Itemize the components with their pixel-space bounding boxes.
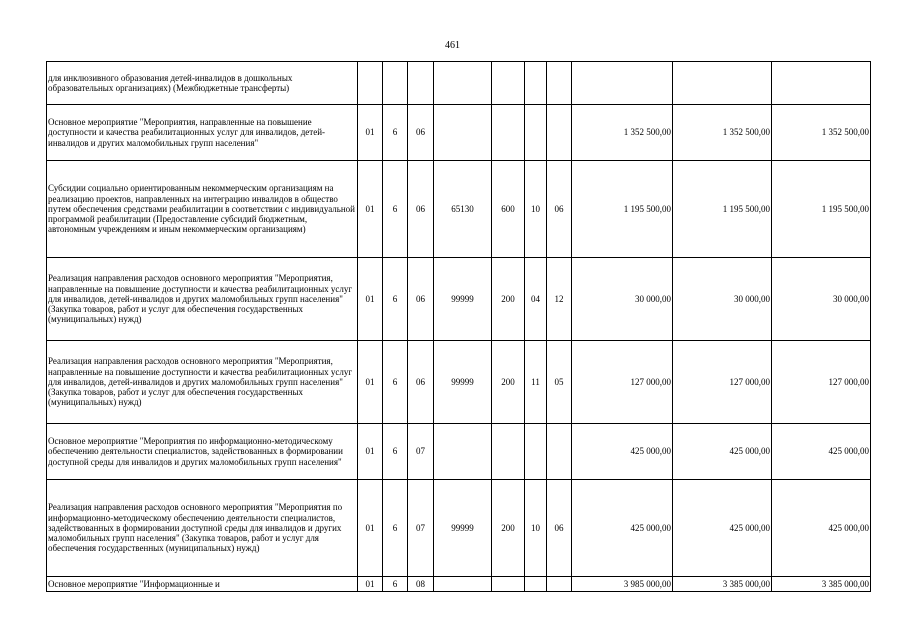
table-cell-section	[525, 62, 547, 105]
table-cell-section	[525, 424, 547, 480]
table-cell-code-program: 01	[358, 258, 383, 341]
table-row	[47, 424, 871, 480]
table-cell-amount-3: 1 195 500,00	[772, 161, 871, 258]
table-cell-expense-type: 200	[492, 258, 525, 341]
table-cell-amount-1: 1 352 500,00	[572, 105, 673, 161]
table-cell-code-subprogram: 6	[383, 258, 408, 341]
table-cell-amount-1: 30 000,00	[572, 258, 673, 341]
table-cell-amount-2	[673, 62, 772, 105]
table-cell-amount-1: 425 000,00	[572, 424, 673, 480]
table-cell-description: для инклюзивного образования детей-инвалидов в дошкольных образовательных организациях) (Межбюджетные трансферты)	[47, 62, 358, 105]
table-cell-expense-type	[492, 105, 525, 161]
table-cell-expense-type: 600	[492, 161, 525, 258]
table-cell-code-subprogram: 6	[383, 161, 408, 258]
table-cell-code-direction: 99999	[434, 258, 492, 341]
table-row	[47, 62, 871, 105]
table-cell-section: 10	[525, 161, 547, 258]
table-cell-subsection	[547, 105, 572, 161]
table-cell-code-direction: 99999	[434, 480, 492, 577]
table-cell-code-activity: 06	[408, 341, 434, 424]
table-cell-description: Реализация направления расходов основного мероприятия "Мероприятия по информационно-методическому обеспечению деятельности специалистов, задействованных в формировании доступной среды для инвалидов и других маломобильных групп населения" (Закупка товаров, работ и услуг для обеспечения государственных (муниципальных) нужд)	[47, 480, 358, 577]
table-cell-amount-3: 127 000,00	[772, 341, 871, 424]
table-cell-code-program: 01	[358, 105, 383, 161]
table-cell-description: Основное мероприятие "Мероприятия, направленные на повышение доступности и качества реабилитационных услуг для инвалидов, детей-инвалидов и других маломобильных групп населения"	[47, 105, 358, 161]
table-row	[47, 258, 871, 341]
table-cell-amount-3: 1 352 500,00	[772, 105, 871, 161]
table-cell-code-activity	[408, 62, 434, 105]
table-cell-section: 04	[525, 258, 547, 341]
table-cell-amount-1: 1 195 500,00	[572, 161, 673, 258]
table-cell-code-direction: 65130	[434, 161, 492, 258]
budget-table	[46, 61, 871, 592]
table-cell-amount-3: 30 000,00	[772, 258, 871, 341]
page-number: 461	[445, 40, 460, 51]
table-cell-code-activity: 06	[408, 161, 434, 258]
table-cell-subsection: 05	[547, 341, 572, 424]
table-cell-code-activity: 06	[408, 258, 434, 341]
table-row	[47, 577, 871, 592]
table-cell-amount-3: 3 385 000,00	[772, 577, 871, 592]
table-cell-subsection	[547, 424, 572, 480]
table-cell-expense-type: 200	[492, 341, 525, 424]
table-cell-amount-3	[772, 62, 871, 105]
table-cell-subsection: 12	[547, 258, 572, 341]
table-cell-code-direction: 99999	[434, 341, 492, 424]
table-cell-code-activity: 07	[408, 424, 434, 480]
table-cell-code-direction	[434, 62, 492, 105]
table-cell-amount-2: 30 000,00	[673, 258, 772, 341]
table-cell-subsection	[547, 577, 572, 592]
table-cell-code-program: 01	[358, 480, 383, 577]
table-cell-subsection: 06	[547, 161, 572, 258]
table-cell-code-direction	[434, 424, 492, 480]
table-cell-section	[525, 577, 547, 592]
table-cell-amount-1: 127 000,00	[572, 341, 673, 424]
table-cell-code-subprogram	[383, 62, 408, 105]
table-cell-description: Основное мероприятие "Мероприятия по информационно-методическому обеспечению деятельности специалистов, задействованных в формировании доступной среды для инвалидов и других маломобильных групп населения"	[47, 424, 358, 480]
table-cell-amount-1: 3 985 000,00	[572, 577, 673, 592]
table-cell-expense-type: 200	[492, 480, 525, 577]
table-cell-expense-type	[492, 62, 525, 105]
table-cell-amount-2: 425 000,00	[673, 424, 772, 480]
table-cell-description: Реализация направления расходов основного мероприятия "Мероприятия, направленные на повышение доступности и качества реабилитационных услуг для инвалидов, детей-инвалидов и других маломобильных групп населения" (Закупка товаров, работ и услуг для обеспечения государственных (муниципальных) нужд)	[47, 258, 358, 341]
table-cell-code-program	[358, 62, 383, 105]
table-cell-code-activity: 08	[408, 577, 434, 592]
table-cell-code-program: 01	[358, 161, 383, 258]
table-cell-amount-2: 3 385 000,00	[673, 577, 772, 592]
table-cell-code-program: 01	[358, 424, 383, 480]
table-cell-code-direction	[434, 577, 492, 592]
table-cell-expense-type	[492, 424, 525, 480]
table-row	[47, 105, 871, 161]
table-cell-description: Субсидии социально ориентированным некоммерческим организациям на реализацию проектов, направленных на интеграцию инвалидов в общество путем обеспечения средствами реабилитации в соответствии с индивидуальной программой реабилитации (Предоставление субсидий бюджетным, автономным учреждениям и иным некоммерческим организациям)	[47, 161, 358, 258]
table-cell-code-direction	[434, 105, 492, 161]
table-cell-amount-2: 425 000,00	[673, 480, 772, 577]
table-cell-code-subprogram: 6	[383, 341, 408, 424]
table-cell-code-subprogram: 6	[383, 105, 408, 161]
table-cell-amount-1	[572, 62, 673, 105]
table-cell-code-subprogram: 6	[383, 424, 408, 480]
table-cell-amount-1: 425 000,00	[572, 480, 673, 577]
table-cell-code-subprogram: 6	[383, 577, 408, 592]
table-cell-section: 11	[525, 341, 547, 424]
table-cell-code-activity: 06	[408, 105, 434, 161]
table-cell-code-program: 01	[358, 341, 383, 424]
table-cell-section	[525, 105, 547, 161]
table-cell-expense-type	[492, 577, 525, 592]
table-cell-amount-3: 425 000,00	[772, 424, 871, 480]
table-cell-section: 10	[525, 480, 547, 577]
table-cell-description: Основное мероприятие "Информационные и	[47, 577, 358, 592]
table-row	[47, 341, 871, 424]
table-row	[47, 161, 871, 258]
table-cell-code-activity: 07	[408, 480, 434, 577]
table-cell-amount-2: 1 352 500,00	[673, 105, 772, 161]
table-cell-subsection: 06	[547, 480, 572, 577]
table-cell-description: Реализация направления расходов основного мероприятия "Мероприятия, направленные на повышение доступности и качества реабилитационных услуг для инвалидов, детей-инвалидов и других маломобильных групп населения" (Закупка товаров, работ и услуг для обеспечения государственных (муниципальных) нужд)	[47, 341, 358, 424]
table-row	[47, 480, 871, 577]
table-cell-amount-2: 1 195 500,00	[673, 161, 772, 258]
table-cell-amount-3: 425 000,00	[772, 480, 871, 577]
table-cell-code-subprogram: 6	[383, 480, 408, 577]
table-cell-code-program: 01	[358, 577, 383, 592]
table-cell-amount-2: 127 000,00	[673, 341, 772, 424]
table-cell-subsection	[547, 62, 572, 105]
